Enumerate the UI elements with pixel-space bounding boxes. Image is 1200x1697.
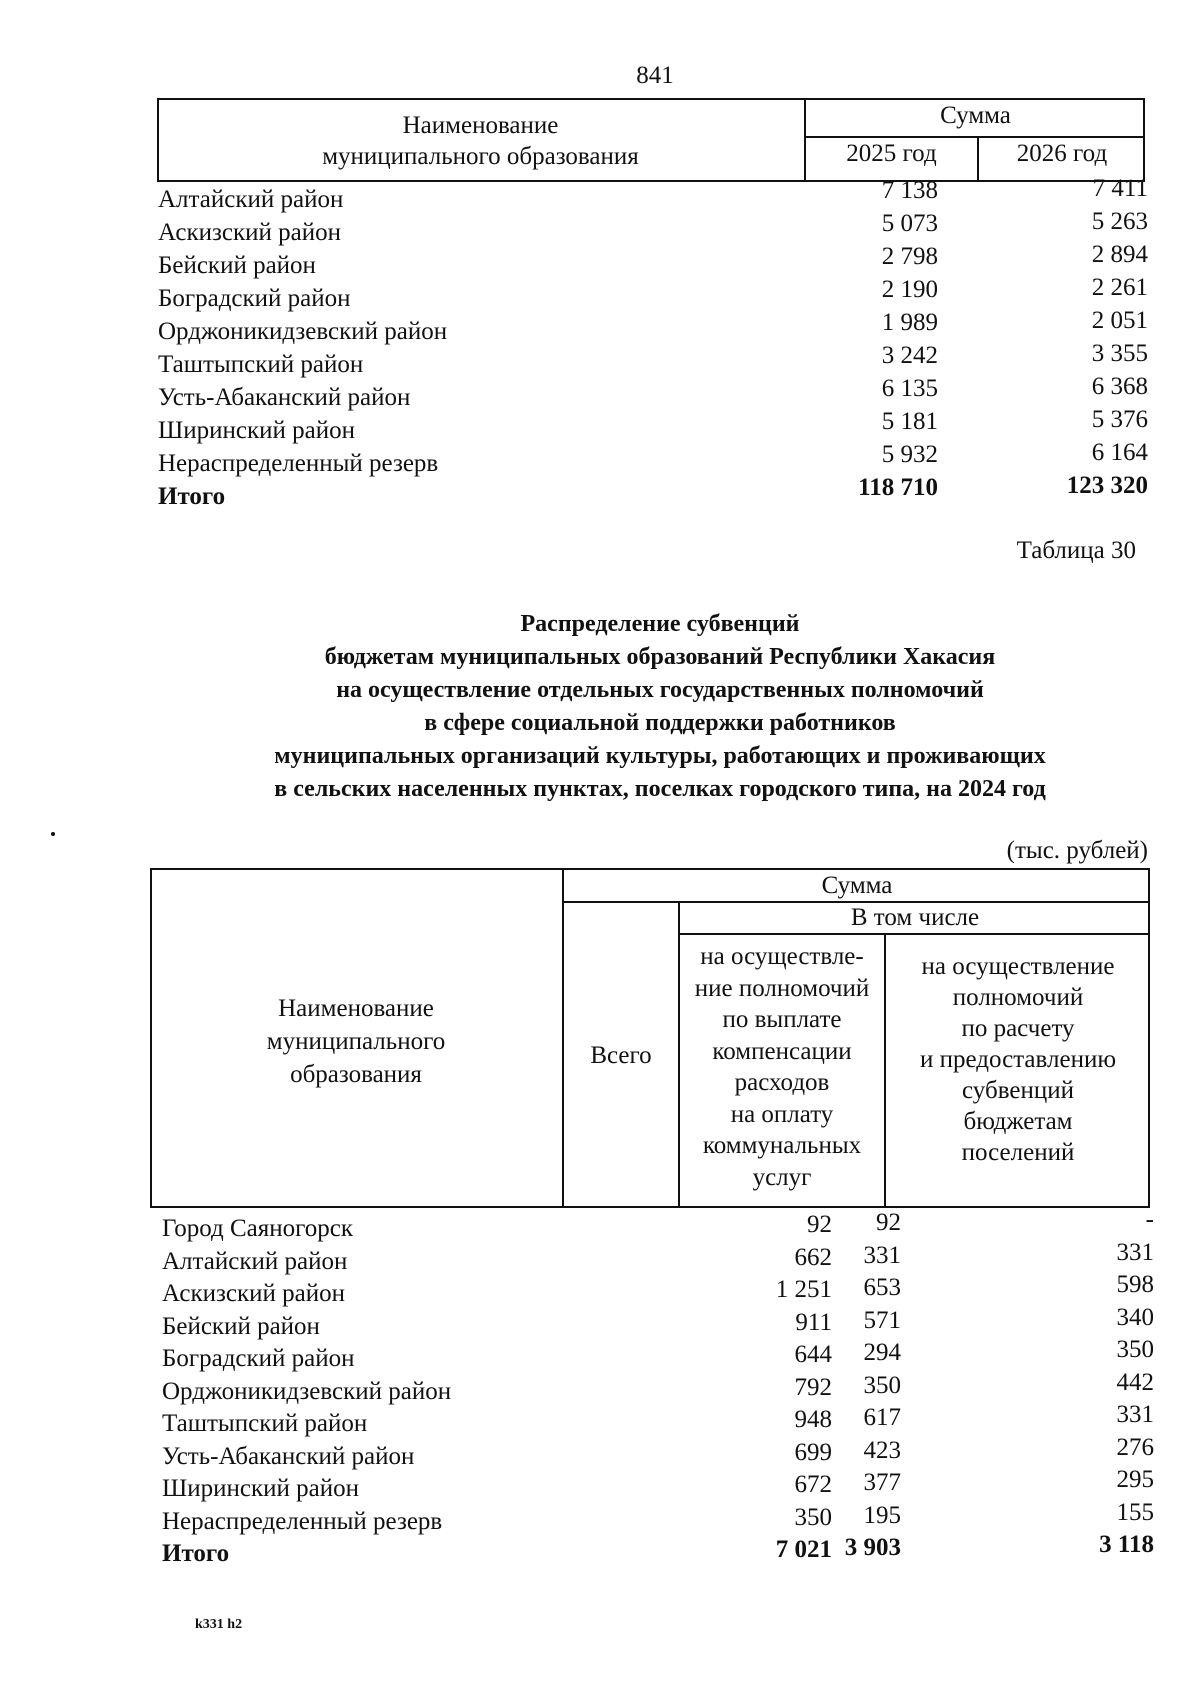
table-row (162, 1336, 1154, 1375)
table-row (162, 1466, 1154, 1505)
page-number: 841 (636, 62, 674, 89)
title-line: муниципальных организаций культуры, работающих и проживающих (274, 743, 1046, 769)
value-2025: 5 932 (881, 441, 938, 468)
value-settlements: - (1145, 1206, 1154, 1233)
value-2026: 6 368 (1091, 373, 1148, 400)
header-line: компенсации (712, 1037, 852, 1065)
value-settlements: 155 (1116, 1498, 1154, 1526)
value-utilities: 294 (863, 1339, 901, 1366)
title-line: в сфере социальной поддержки работников (424, 710, 896, 736)
value-2026: 2 051 (1091, 307, 1148, 334)
value-utilities: 653 (863, 1274, 901, 1301)
value-total: 672 (794, 1471, 832, 1498)
value-settlements: 340 (1116, 1303, 1154, 1331)
table-row (158, 307, 1148, 347)
value-2025: 6 135 (881, 375, 938, 402)
value-utilities: 350 (863, 1371, 901, 1399)
value-total: 7 021 (775, 1536, 832, 1563)
row-name: Орджоникидзевский район (162, 1377, 452, 1405)
row-name: Город Саяногорск (162, 1215, 354, 1242)
value-utilities: 423 (863, 1436, 901, 1464)
value-total: 948 (794, 1406, 832, 1433)
row-name: Алтайский район (158, 186, 344, 213)
table-row (158, 406, 1148, 446)
table1-body (158, 175, 1148, 512)
value-total: 792 (794, 1373, 832, 1401)
value-2025: 1 989 (881, 309, 938, 336)
row-name: Бейский район (158, 252, 316, 279)
table2-header-name (150, 992, 562, 1091)
document-title (0, 608, 1200, 806)
value-settlements: 331 (1116, 1238, 1154, 1266)
row-name: Нераспределенный резерв (162, 1507, 443, 1535)
table-row (162, 1531, 1154, 1570)
table2-header-sum: Сумма (821, 872, 893, 899)
table1-header-year-2026: 2026 год (1016, 140, 1108, 167)
table2-header-settlements (886, 951, 1150, 1168)
header-line: по выплате (722, 1006, 842, 1033)
table-row (158, 373, 1148, 413)
title-line: в сельских населенных пунктах, поселках городского типа, на 2024 год (274, 776, 1046, 802)
table-row (162, 1433, 1154, 1473)
title-line: бюджетам муниципальных образований Республики Хакасия (324, 644, 996, 670)
header-line: Наименование (278, 995, 434, 1022)
table1-header-sum: Сумма (940, 102, 1011, 129)
header-line: полномочий (952, 984, 1084, 1011)
value-total: 1 251 (775, 1276, 832, 1303)
value-2026: 5 263 (1091, 208, 1148, 235)
table-row (162, 1238, 1154, 1278)
title-line: на осуществление отдельных государственных полномочий (336, 677, 984, 703)
header-line: бюджетам (963, 1108, 1073, 1135)
value-total: 350 (794, 1503, 832, 1531)
table2-body (162, 1206, 1154, 1570)
value-settlements: 350 (1116, 1336, 1154, 1363)
value-total: 662 (794, 1243, 832, 1271)
table-row (158, 439, 1148, 479)
value-utilities: 92 (876, 1209, 901, 1236)
row-name: Аскизский район (158, 219, 342, 246)
value-2025: 118 710 (858, 474, 938, 501)
value-settlements: 295 (1116, 1466, 1154, 1493)
table2-header-total: Всего (590, 1042, 652, 1069)
value-utilities: 617 (863, 1404, 901, 1431)
row-name: Итого (162, 1540, 230, 1567)
value-total: 699 (794, 1438, 832, 1466)
table1-header-year-2025: 2025 год (846, 140, 937, 167)
header-line: услуг (752, 1163, 812, 1191)
table-row (162, 1401, 1154, 1440)
value-2026: 123 320 (1066, 472, 1148, 499)
value-total: 911 (795, 1308, 832, 1336)
row-name: Ширинский район (162, 1475, 359, 1502)
row-name: Боградский район (162, 1345, 355, 1372)
value-settlements: 276 (1116, 1433, 1154, 1461)
value-2025: 2 190 (881, 276, 938, 303)
title-line: Распределение субвенций (520, 611, 800, 637)
table-row (162, 1498, 1154, 1538)
table1-header-name: Наименование муниципального образования (322, 112, 639, 170)
row-name: Алтайский район (162, 1247, 348, 1275)
value-2025: 7 138 (881, 177, 938, 204)
table-row (162, 1271, 1154, 1310)
row-name: Бейский район (162, 1312, 320, 1340)
table2-header-utilities (680, 941, 884, 1193)
row-name: Усть-Абаканский район (158, 384, 411, 411)
header-line: на оплату (730, 1100, 834, 1128)
value-2026: 6 164 (1091, 439, 1148, 466)
row-name: Орджоникидзевский район (158, 318, 448, 345)
table-row (158, 340, 1148, 380)
table-row (162, 1303, 1154, 1343)
value-settlements: 598 (1116, 1271, 1154, 1298)
header-line: на осуществление (921, 953, 1115, 980)
table2-header-incl: В том числе (850, 904, 980, 931)
table-row (158, 208, 1148, 248)
row-name: Таштыпский район (158, 351, 364, 378)
table2-header (150, 868, 1150, 1208)
value-total: 92 (807, 1211, 832, 1238)
table-row (158, 175, 1148, 215)
row-name: Таштыпский район (162, 1410, 368, 1437)
header-line: на осуществле- (700, 943, 864, 970)
value-2026: 2 261 (1091, 274, 1148, 301)
table-row (158, 241, 1148, 281)
header-line: ние полномочий (694, 974, 870, 1002)
header-line: и предоставлению (919, 1046, 1117, 1073)
scan-speck (51, 832, 55, 836)
header-line: образования (290, 1061, 422, 1088)
value-2025: 5 073 (881, 210, 938, 237)
header-line: субвенций (962, 1077, 1074, 1104)
value-2025: 5 181 (881, 408, 938, 435)
value-utilities: 195 (863, 1501, 901, 1529)
value-settlements: 331 (1116, 1401, 1154, 1428)
table1-header (157, 98, 1145, 182)
table-row (158, 274, 1148, 314)
units-label: (тыс. рублей) (1006, 837, 1148, 864)
row-name: Боградский район (158, 285, 351, 312)
value-2025: 3 242 (881, 342, 938, 369)
row-name: Нераспределенный резерв (158, 450, 439, 477)
value-2026: 3 355 (1091, 340, 1148, 367)
value-2026: 7 411 (1092, 175, 1148, 202)
value-settlements: 442 (1116, 1368, 1154, 1396)
value-2026: 2 894 (1091, 241, 1148, 268)
value-total: 644 (794, 1341, 832, 1368)
value-utilities: 377 (863, 1469, 901, 1496)
value-settlements: 3 118 (1099, 1531, 1154, 1558)
table-number: Таблица 30 (1016, 537, 1136, 564)
row-name: Итого (158, 483, 226, 510)
header-line: по расчету (961, 1015, 1075, 1042)
table-row (162, 1368, 1154, 1408)
value-utilities: 3 903 (844, 1534, 901, 1561)
header-line: муниципального (266, 1028, 446, 1055)
row-name: Ширинский район (158, 417, 355, 444)
header-line: расходов (734, 1069, 830, 1096)
row-name: Усть-Абаканский район (162, 1442, 415, 1470)
footer-code: k331 h2 (195, 1617, 243, 1632)
value-utilities: 571 (863, 1306, 901, 1334)
value-2025: 2 798 (881, 243, 938, 270)
table-row (162, 1206, 1154, 1245)
value-utilities: 331 (863, 1241, 901, 1269)
header-line: коммунальных (702, 1132, 862, 1159)
table-row (158, 472, 1148, 512)
row-name: Аскизский район (162, 1280, 346, 1307)
value-2026: 5 376 (1091, 406, 1148, 433)
header-line: поселений (961, 1139, 1075, 1166)
